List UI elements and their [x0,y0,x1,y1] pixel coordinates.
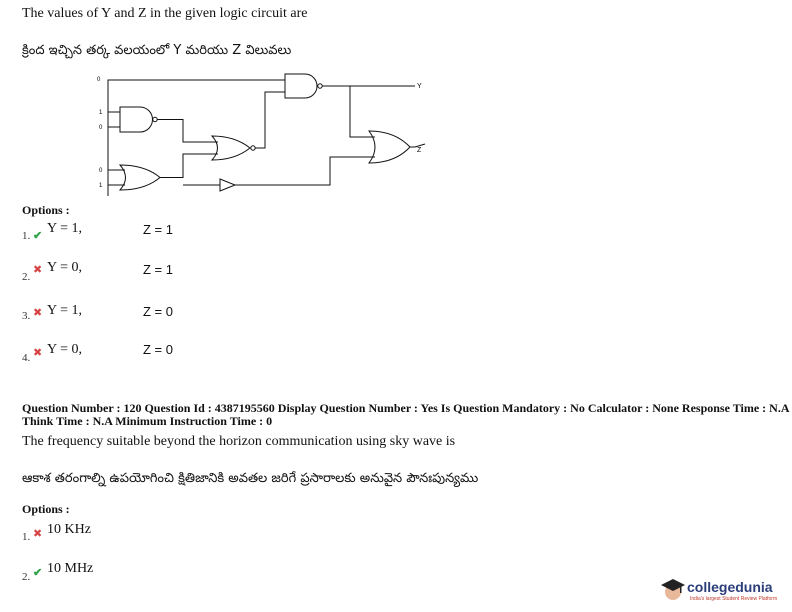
options-label-q2: Options : [22,502,70,516]
option-text: 10 MHz [47,561,94,576]
check-icon: ✔ [33,567,43,579]
option-number: 3. [22,310,31,322]
option-number: 1. [22,230,31,242]
circuit-input-nand-b: 0 [99,125,103,131]
collegedunia-logo [660,574,788,606]
cross-icon: ✖ [33,264,43,276]
circuit-output-z: Z [417,147,422,154]
question-2-meta: Question Number : 120 Question Id : 4387195560 Display Question Number : Yes Is Question Mandatory : No Calculator : None Response Time : N.A Think Time : N.A Minimum Instruction Time : 0 [22,401,789,428]
option-number: 4. [22,352,31,364]
cross-icon: ✖ [33,347,43,359]
cross-icon: ✖ [33,307,43,319]
check-icon: ✔ [33,230,43,242]
circuit-input-or-b: 1 [99,183,103,189]
option-number: 2. [22,571,31,583]
option-z-value: Z = 1 [143,222,173,237]
circuit-input-top: 0 [97,77,101,83]
circuit-input-nand-a: 1 [99,110,103,116]
graduation-cap-icon [660,576,686,602]
option-y-value: Y = 0, [47,260,82,275]
question-1-text-te: క్రింద ఇచ్చిన తర్క వలయంలో Y మరియు Z విలువలు [22,43,292,58]
option-z-value: Z = 0 [143,304,173,319]
logic-circuit-diagram [95,72,435,200]
logo-tagline: India's largest Student Review Platform [690,596,778,602]
option-number: 2. [22,271,31,283]
circuit-input-or-a: 0 [99,168,103,174]
question-1-text-en: The values of Y and Z in the given logic circuit are [22,6,308,21]
question-2-text-te: ఆకాశ తరంగాల్ని ఉపయోగించి క్షితిజానికి అవతల జరిగే ప్రసారాలకు అనువైన పౌనఃపున్యము [22,471,479,486]
option-z-value: Z = 1 [143,262,173,277]
question-2-text-en: The frequency suitable beyond the horizon communication using sky wave is [22,434,456,449]
option-y-value: Y = 1, [47,303,82,318]
option-text: 10 KHz [47,522,91,537]
logo-text: collegedunia [687,579,773,595]
cross-icon: ✖ [33,528,43,540]
options-label-q1: Options : [22,203,70,217]
option-y-value: Y = 1, [47,221,82,236]
option-y-value: Y = 0, [47,342,82,357]
circuit-output-y: Y [417,83,422,90]
option-number: 1. [22,531,31,543]
option-z-value: Z = 0 [143,342,173,357]
